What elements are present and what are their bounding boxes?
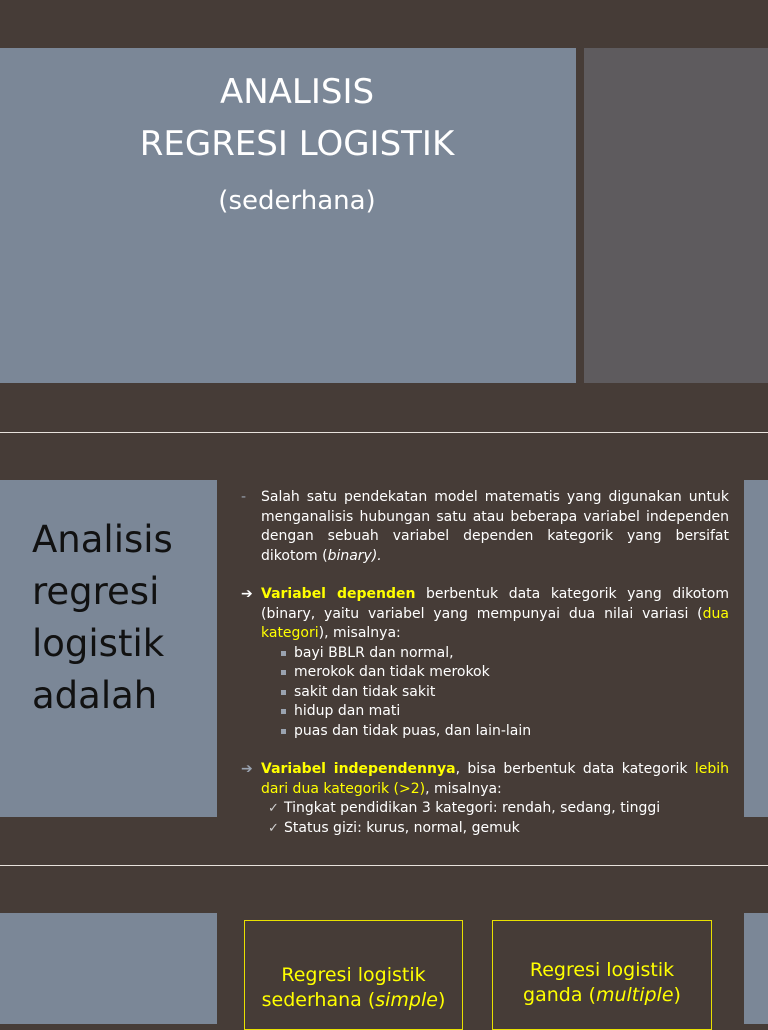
independen-highlight2: lebih dari dua kategorik (>2) [261,761,729,797]
independen-paragraph [241,760,729,799]
list-item: merokok dan tidak merokok [294,663,729,683]
dependen-highlight2: dua kategori [261,605,729,641]
arrow-icon: ➔ [241,761,253,777]
box-line2-prefix: sederhana ( [261,989,376,1011]
list-item: hidup dan mati [294,702,729,722]
dependen-examples [241,644,729,742]
box-line2-suffix: ) [437,989,446,1011]
heading-line: regresi [32,570,160,613]
definition-right-panel [744,480,768,817]
dependen-text-end: ), misalnya: [318,625,401,641]
independen-text-end: , misalnya: [425,780,502,797]
definition-body [241,488,729,838]
dependen-text: berbentuk data kategorik yang dikotom (binary, yaitu variabel yang mempunyai dua nilai variasi ( [261,586,729,622]
independen-text: , bisa berbentuk data kategorik [455,761,695,777]
intro-text: Salah satu pendekatan model matematis yang digunakan untuk menganalisis hubungan satu atau beberapa variabel independen dengan sebuah variabel dependen kategorik yang bersifat dikotom ( [261,489,729,564]
dependen-highlight: Variabel dependen [261,586,416,602]
slide-divider [0,432,768,433]
box-line1: Regresi logistik [529,959,675,981]
independen-highlight: Variabel independennya [261,761,456,777]
box-line2-prefix: ganda ( [523,984,596,1006]
list-item: puas dan tidak puas, dan lain-lain [294,722,729,742]
arrow-icon: ➔ [241,586,253,602]
slide-title-line2: REGRESI LOGISTIK [139,124,455,164]
box-line2-suffix: ) [673,984,681,1006]
multiple-regression-box [492,920,712,1030]
slide-title-line1: ANALISIS [219,72,375,112]
box-line2-italic: simple [375,989,438,1011]
heading-line: adalah [32,674,158,717]
intro-paragraph [241,488,729,566]
types-right-panel [744,913,768,1024]
heading-line: logistik [32,622,165,665]
list-item: ✓ Tingkat pendidikan 3 kategori: rendah, sedang, tinggi [284,799,729,819]
list-item: bayi BBLR dan normal, [294,644,729,664]
list-item: ✓ Status gizi: kurus, normal, gemuk [284,819,729,839]
title-slide-side-panel [584,48,768,383]
box-line2-italic: multiple [595,984,674,1006]
box-line1: Regresi logistik [281,964,426,986]
types-side-panel [0,913,217,1024]
slide-divider [0,865,768,866]
definition-heading [32,514,212,722]
dependen-paragraph [241,585,729,644]
slide-subtitle: (sederhana) [218,186,376,216]
independen-examples [241,799,729,838]
intro-italic: binary). [327,547,382,564]
list-item: sakit dan tidak sakit [294,683,729,703]
simple-regression-box [244,920,463,1030]
dash-marker: - [241,489,247,505]
heading-line: Analisis [32,518,173,561]
slide-title [0,66,594,170]
